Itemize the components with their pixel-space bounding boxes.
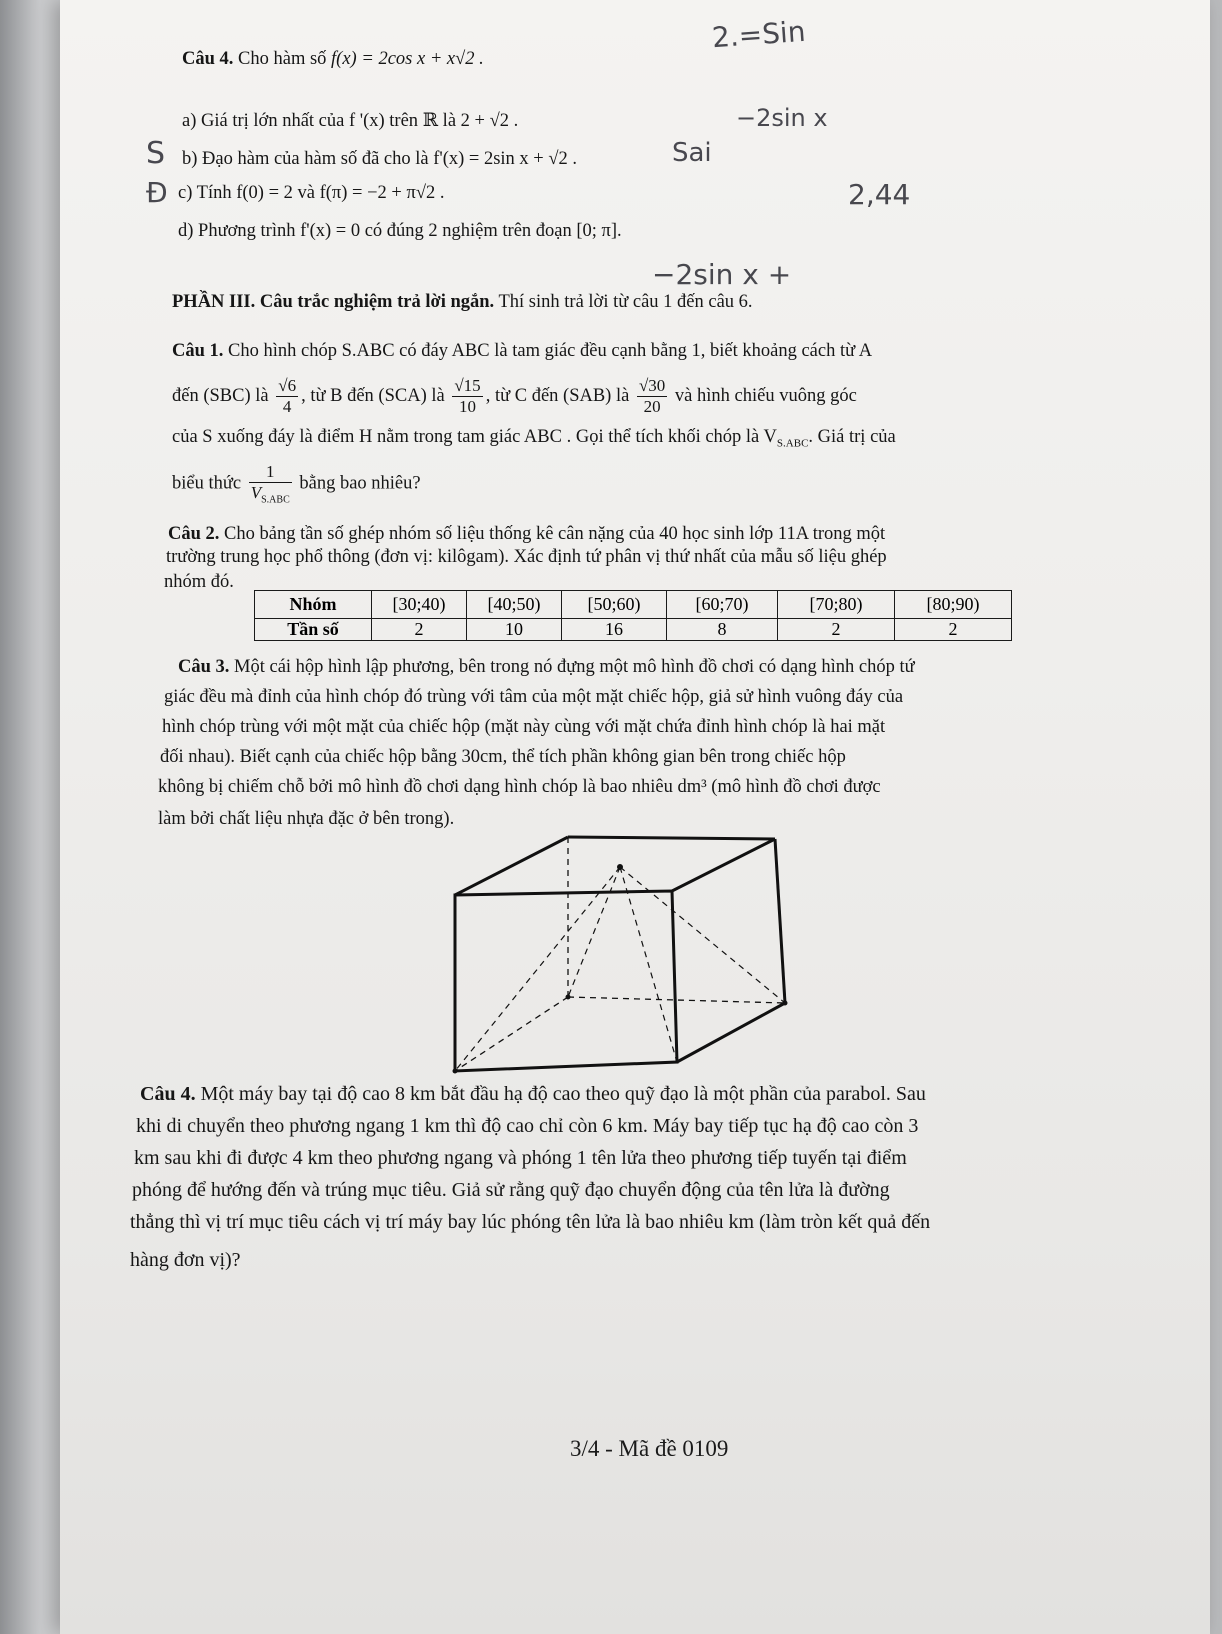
q3-line2: giác đều mà đỉnh của hình chóp đó trùng với tâm của một mặt chiếc hộp, giả sử hình vuông đáy của [164, 687, 904, 707]
q4a-item-c: c) Tính f(0) = 2 và f(π) = −2 + π√2 . [178, 183, 445, 203]
pyramid-edge [620, 867, 785, 1003]
q1-line2: đến (SBC) là $\frac{√6}{4}$ , từ B đến (SCA) là $\frac{√15}{10}$ , từ C đến (SAB) là $\frac{√30}{20}$ và hình chiếu vuông góc [172, 376, 857, 417]
q1-line4: biểu thức $\frac{1}{V_{S.ABC}}$ bằng bao nhiêu? [172, 462, 421, 506]
q4a-head: Câu 4. [182, 49, 234, 69]
handwritten-2-44: 2,44 [848, 178, 911, 211]
fraction-sqrt15-10: $\frac{√15}{10}$ [454, 376, 481, 417]
q4a-stem [182, 48, 484, 70]
part3-heading [172, 291, 753, 313]
q4a-func: f(x) = 2cos x + x√2 . [331, 49, 484, 69]
table-cell: 16 [562, 619, 667, 641]
q2-line2: trường trung học phổ thông (đơn vị: kilôgam). Xác định tứ phân vị thứ nhất của mẫu số liệu ghép [166, 547, 887, 567]
table-cell: 2 [778, 619, 895, 641]
q1-line3: của S xuống đáy là điểm H nằm trong tam giác ABC . Gọi thể tích khối chóp là $V_{S.ABC}$. Giá trị của [172, 427, 896, 450]
handwritten-s-mark: S [146, 136, 166, 171]
handwritten-d-mark: Đ [146, 176, 168, 209]
vertex-point [783, 1001, 788, 1006]
hidden-edge [455, 997, 568, 1071]
q4b-line4: phóng để hướng đến và trúng mục tiêu. Giả sử rằng quỹ đạo chuyển động của tên lửa là đường [132, 1179, 890, 1201]
vertex-point [453, 1069, 458, 1074]
table-cell: 2 [372, 619, 467, 641]
q4a-item-a: a) Giá trị lớn nhất của f '(x) trên ℝ là 2 + √2 . [182, 111, 519, 131]
q4b-line3: km sau khi đi được 4 km theo phương ngang và phóng 1 tên lửa theo phương tiếp tuyến tại điểm [134, 1147, 907, 1169]
exam-page [60, 0, 1210, 1634]
table-cell: [60;70) [667, 591, 778, 619]
handwritten-note-top: 2.=Sin [710, 14, 807, 55]
q3-line1: Câu 3. Một cái hộp hình lập phương, bên trong nó đựng một mô hình đồ chơi có dạng hình chóp tứ [178, 657, 915, 677]
q3-line3: hình chóp trùng với một mặt của chiếc hộp (mặt này cùng với mặt chứa đỉnh hình chóp là hai mặt [162, 717, 886, 737]
q2-line1: Câu 2. Cho bảng tần số ghép nhóm số liệu thống kê cân nặng của 40 học sinh lớp 11A trong một [168, 524, 886, 544]
right-edge [677, 1003, 785, 1062]
handwritten-minus-2sin: −2sin x + [652, 258, 792, 291]
table-cell: 8 [667, 619, 778, 641]
apex-point [617, 864, 623, 870]
front-face [455, 891, 677, 1071]
table-header-freq: Tần số [255, 619, 372, 641]
part3-title: PHẦN III. Câu trắc nghiệm trả lời ngắn. [172, 292, 495, 312]
page-footer: 3/4 - Mã đề 0109 [570, 1436, 729, 1461]
table-row-freqs [255, 619, 1012, 641]
q4a-text: Cho hàm số [238, 49, 327, 69]
q4b-line1: Câu 4. Một máy bay tại độ cao 8 km bắt đầu hạ độ cao theo quỹ đạo là một phần của parabol. Sau [140, 1083, 926, 1105]
table-row-groups [255, 591, 1012, 619]
q3-line5: không bị chiếm chỗ bởi mô hình đồ chơi dạng hình chóp là bao nhiêu dm³ (mô hình đồ chơi được [158, 777, 881, 797]
table-cell: [30;40) [372, 591, 467, 619]
handwritten-minus-sin: −2sin x [736, 104, 828, 132]
top-edge [455, 837, 568, 895]
cube-pyramid-figure [440, 825, 890, 1075]
table-cell: [50;60) [562, 591, 667, 619]
q3-line6: làm bởi chất liệu nhựa đặc ở bên trong). [158, 809, 455, 829]
part3-subtitle: Thí sinh trả lời từ câu 1 đến câu 6. [498, 292, 753, 312]
pyramid-edge [455, 867, 620, 1071]
fraction-1-over-v: $\frac{1}{V_{S.ABC}}$ [250, 462, 290, 506]
table-cell: 10 [467, 619, 562, 641]
q2-line3: nhóm đó. [164, 572, 234, 592]
q4b-line5: thẳng thì vị trí mục tiêu cách vị trí máy bay lúc phóng tên lửa là bao nhiêu km (làm tròn kết quả đến [130, 1211, 931, 1233]
q4b-line6: hàng đơn vị)? [130, 1249, 241, 1271]
frequency-table [254, 590, 1012, 641]
q4b-line2: khi di chuyển theo phương ngang 1 km thì độ cao chỉ còn 6 km. Máy bay tiếp tục hạ độ cao còn 3 [136, 1115, 919, 1137]
table-cell: [40;50) [467, 591, 562, 619]
fraction-sqrt30-20: $\frac{√30}{20}$ [638, 376, 666, 417]
q4a-item-d: d) Phương trình f'(x) = 0 có đúng 2 nghiệm trên đoạn [0; π]. [178, 221, 622, 241]
table-cell: [70;80) [778, 591, 895, 619]
q4a-item-b: b) Đạo hàm của hàm số đã cho là f'(x) = 2sin x + √2 . [182, 149, 578, 169]
table-cell: 2 [895, 619, 1012, 641]
q1-line1: Câu 1. Cho hình chóp S.ABC có đáy ABC là tam giác đều cạnh bằng 1, biết khoảng cách từ A [172, 341, 873, 361]
table-cell: [80;90) [895, 591, 1012, 619]
q3-line4: đối nhau). Biết cạnh của chiếc hộp bằng 30cm, thể tích phần không gian bên trong chiếc hộp [160, 747, 846, 767]
fraction-sqrt6-4: $\frac{√6}{4}$ [278, 376, 297, 417]
pyramid-edge [568, 867, 620, 997]
top-edge [568, 837, 775, 839]
vertex-point [566, 995, 571, 1000]
top-edge [672, 839, 775, 891]
right-edge [775, 839, 785, 1003]
pyramid-edge [620, 867, 677, 1062]
handwritten-sai: Sai [672, 138, 712, 168]
table-header-group: Nhóm [255, 591, 372, 619]
